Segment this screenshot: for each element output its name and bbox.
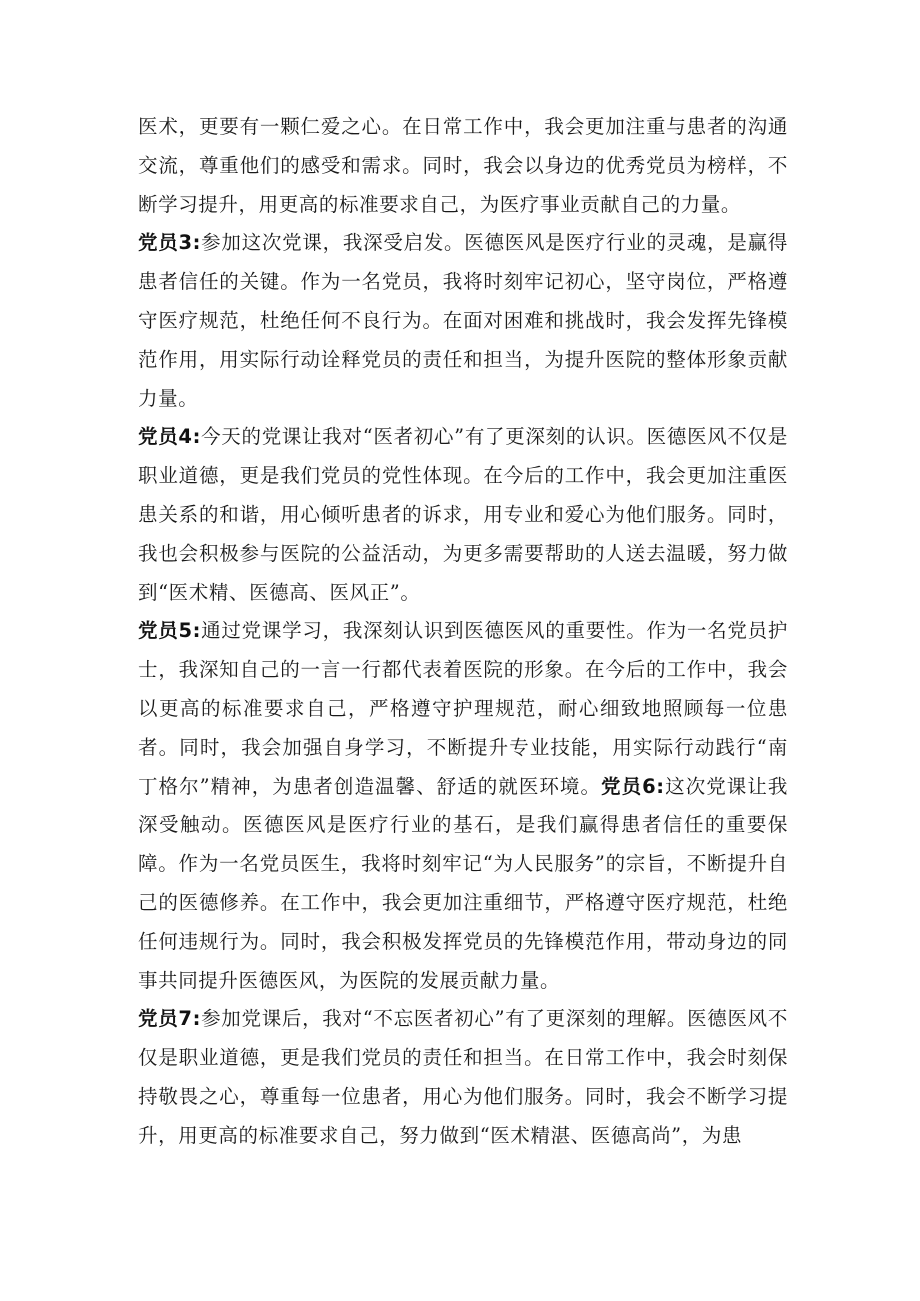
paragraph-member-3 xyxy=(138,224,788,418)
paragraph-member-4 xyxy=(138,418,788,612)
paragraph-text: 这次党课让我深受触动。医德医风是医疗行业的基石，是我们赢得患者信任的重要保障。作为一名党员医生，我将时刻牢记“为人民服务”的宗旨，不断提升自己的医德修养。在工作中，我会更加注重细节，严格遵守医疗规范，杜绝任何违规行为。同时，我会积极发挥党员的先锋模范作用，带动身边的同事共同提升医德医风，为医院的发展贡献力量。 xyxy=(138,774,788,992)
paragraph-text: 参加党课后，我对“不忘医者初心”有了更深刻的理解。医德医风不仅是职业道德，更是我们党员的责任和担当。在日常工作中，我会时刻保持敬畏之心，尊重每一位患者，用心为他们服务。同时，我会不断学习提升，用更高的标准要求自己，努力做到“医术精湛、医德高尚”，为患 xyxy=(138,1007,788,1147)
document-body xyxy=(138,108,788,1156)
member-label: 党员3: xyxy=(138,231,202,255)
member-label: 党员4: xyxy=(138,425,201,449)
paragraph-member-5-6 xyxy=(138,612,788,1000)
paragraph-text: 通过党课学习，我深刻认识到医德医风的重要性。作为一名党员护士，我深知自己的一言一行都代表着医院的形象。在今后的工作中，我会以更高的标准要求自己，严格遵守护理规范，耐心细致地照顾每一位患者。同时，我会加强自身学习，不断提升专业技能，用实际行动践行“南丁格尔”精神，为患者创造温馨、舒适的就医环境。 xyxy=(138,619,788,798)
paragraph-text: 参加这次党课，我深受启发。医德医风是医疗行业的灵魂，是赢得患者信任的关键。作为一名党员，我将时刻牢记初心，坚守岗位，严格遵守医疗规范，杜绝任何不良行为。在面对困难和挑战时，我会发挥先锋模范作用，用实际行动诠释党员的责任和担当，为提升医院的整体形象贡献力量。 xyxy=(138,231,788,410)
member-label: 党员5: xyxy=(138,619,202,643)
paragraph-text: 今天的党课让我对“医者初心”有了更深刻的认识。医德医风不仅是职业道德，更是我们党员的党性体现。在今后的工作中，我会更加注重医患关系的和谐，用心倾听患者的诉求，用专业和爱心为他们服务。同时，我也会积极参与医院的公益活动，为更多需要帮助的人送去温暖，努力做到“医术精、医德高、医风正”。 xyxy=(138,425,788,604)
member-label: 党员6: xyxy=(601,774,665,798)
member-label: 党员7: xyxy=(138,1007,201,1031)
paragraph-member-7 xyxy=(138,1000,788,1155)
paragraph-continuation xyxy=(138,108,788,224)
paragraph-text: 医术，更要有一颗仁爱之心。在日常工作中，我会更加注重与患者的沟通交流，尊重他们的感受和需求。同时，我会以身边的优秀党员为榜样，不断学习提升，用更高的标准要求自己，为医疗事业贡献自己的力量。 xyxy=(138,115,788,216)
